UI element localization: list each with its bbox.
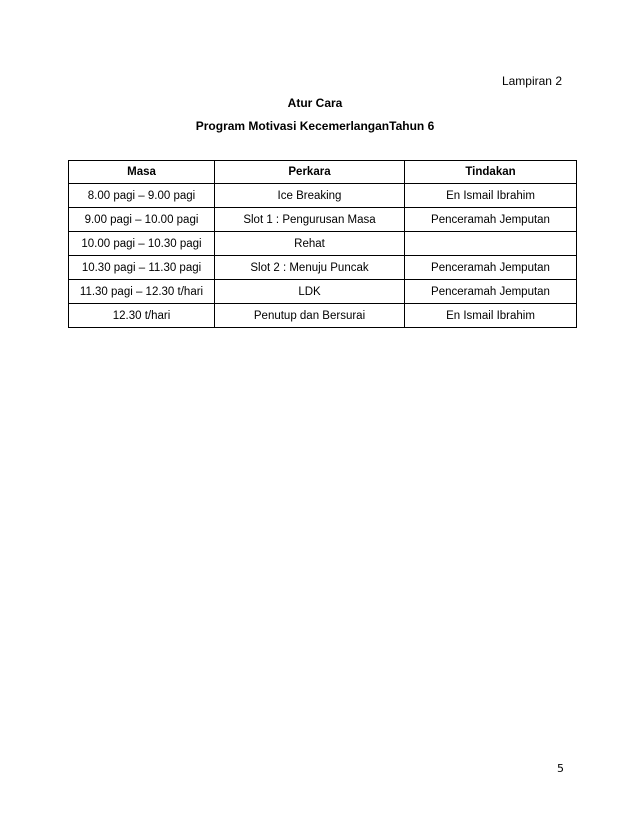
table-row	[69, 256, 577, 280]
cell-tindakan: Penceramah Jemputan	[405, 208, 577, 232]
table-row	[69, 208, 577, 232]
cell-tindakan: En Ismail Ibrahim	[405, 304, 577, 328]
table-row	[69, 184, 577, 208]
cell-perkara: Rehat	[215, 232, 405, 256]
cell-perkara: Penutup dan Bersurai	[215, 304, 405, 328]
cell-masa: 11.30 pagi – 12.30 t/hari	[69, 280, 215, 304]
column-header-perkara: Perkara	[215, 161, 405, 184]
cell-masa: 10.00 pagi – 10.30 pagi	[69, 232, 215, 256]
table-row	[69, 280, 577, 304]
cell-masa: 12.30 t/hari	[69, 304, 215, 328]
cell-tindakan: Penceramah Jemputan	[405, 280, 577, 304]
page-subtitle: Program Motivasi KecemerlanganTahun 6	[195, 119, 435, 133]
cell-perkara: LDK	[215, 280, 405, 304]
column-header-tindakan: Tindakan	[405, 161, 577, 184]
table-row	[69, 304, 577, 328]
page-number: 5	[557, 762, 564, 775]
table-header-row	[69, 161, 577, 184]
table-row	[69, 232, 577, 256]
cell-perkara: Ice Breaking	[215, 184, 405, 208]
page-title: Atur Cara	[287, 96, 343, 110]
cell-tindakan: Penceramah Jemputan	[405, 256, 577, 280]
schedule-table	[68, 160, 577, 328]
cell-perkara: Slot 1 : Pengurusan Masa	[215, 208, 405, 232]
cell-masa: 8.00 pagi – 9.00 pagi	[69, 184, 215, 208]
cell-masa: 10.30 pagi – 11.30 pagi	[69, 256, 215, 280]
cell-masa: 9.00 pagi – 10.00 pagi	[69, 208, 215, 232]
cell-tindakan	[405, 232, 577, 256]
cell-tindakan: En Ismail Ibrahim	[405, 184, 577, 208]
appendix-label: Lampiran 2	[501, 74, 562, 88]
column-header-masa: Masa	[69, 161, 215, 184]
cell-perkara: Slot 2 : Menuju Puncak	[215, 256, 405, 280]
